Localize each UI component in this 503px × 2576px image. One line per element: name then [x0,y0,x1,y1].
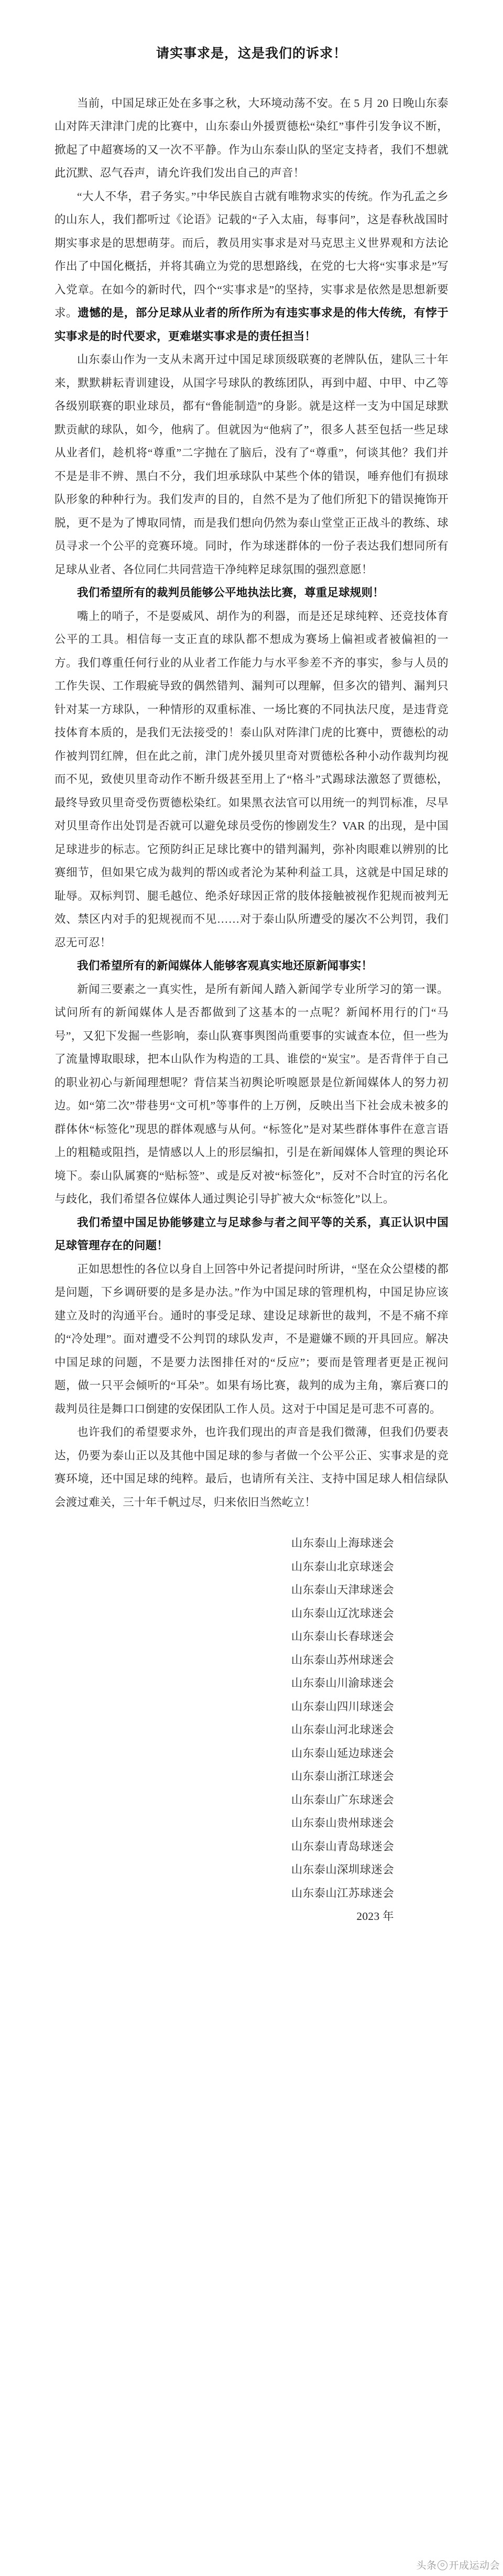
text-run: 正如思想性的各位以身自上回答中外记者提问时所讲，“坚在众公望楼的都是问题，下乡调研要的是多是办法。”作为中国足球的管理机构，中国足协应该建立及时的沟通平台。通时的事受足球、建设足球新世的裁判，不是不痛不痒的“冷处理”。面对遭受不公判罚的球队发声，不是避嫌不顾的开具回应。解决中国足球的问题，不是要力法图排任对的“反应”；要而是管理者更是正视问题，做一只平会倾听的“耳朵”。如果有场比赛，裁判的成为主角，寨后赛口的裁判员往是舞口口倒建的安保团队工作人员。这对于中国足是可悲不可喜的。 [54,1262,449,1415]
body-paragraph [54,978,449,1211]
watermark-prefix: 头条 [416,2560,437,2571]
signature-line: 山东泰山四川球迷会 [291,1700,394,1713]
signature-line: 山东泰山江苏球迷会 [291,1886,394,1900]
text-run: 也许我们的希望要求外，也许我们现出的声音是我们微薄，但我们仍要表达，仍要为泰山正以及其他中国足球的参与者做一个公平公正、实事求是的竞赛环境，还中国足球的纯粹。最后，也请所有关注、支持中国足球人相信绿队会渡过难关，三十年千帆过尽，归来依旧当然屹立！ [54,1426,449,1509]
signature-line: 山东泰山长春球迷会 [291,1630,394,1643]
demand-heading [54,954,449,978]
signature-block [54,1514,449,1928]
body-paragraph [54,1258,449,1421]
page-title: 请实事求是，这是我们的诉求！ [156,46,347,61]
signature-line: 山东泰山上海球迷会 [291,1537,394,1549]
demand-heading [54,581,449,605]
signature-line: 山东泰山青岛球迷会 [291,1840,394,1853]
signature-line: 山东泰山川渝球迷会 [291,1677,394,1689]
signature-line: 山东泰山天津球迷会 [291,1584,394,1596]
signature-line: 山东泰山河北球迷会 [291,1723,394,1736]
signature-line: 山东泰山贵州球迷会 [291,1817,394,1829]
watermark [416,2558,500,2572]
signature-line: 山东泰山辽沈球迷会 [291,1607,394,1620]
body-paragraph [54,348,449,581]
signature-line: 山东泰山广东球迷会 [291,1793,394,1806]
signature-line: 山东泰山深圳球迷会 [291,1863,394,1876]
signature-line: 山东泰山北京球迷会 [291,1560,394,1573]
text-run: 当前，中国足球正处在多事之秋，大环境动荡不安。在 5 月 20 日晚山东泰山对阵天津津门虎的比赛中，山东泰山外援贾德松“染红”事件引发争议不断，掀起了中超赛场的又一次不平静。作为山东泰山队的坚定支持者，我们不想就此沉默、忍气吞声，请允许我们发出自己的声音！ [54,96,449,179]
body-paragraph [54,605,449,955]
emphasised-run: 我们希望所有的新闻媒体人能够客观真实地还原新闻事实！ [77,959,373,972]
signature-line: 山东泰山苏州球迷会 [291,1653,394,1666]
body-paragraph [54,1421,449,1514]
text-run: 嘴上的哨子，不是耍威风、胡作为的利器，而是还足球纯粹、还竞技体育公平的工具。相信每一支正直的球队都不想成为赛场上偏袒或者被偏袒的一方。我们尊重任何行业的从业者工作能力与水平参差不齐的事实，参与人员的工作失误、工作瑕疵导致的偶然错判、漏判可以理解，但多次的错判、漏判只针对某一方球队，一种情形的双重标准、一场比赛的不同执法尺度，是违背竞技体育本质的，是我们无法接受的！泰山队对阵津门虎的比赛中，贾德松的动作被判罚红牌，但在此之前，津门虎外援贝里奇对贾德松各种小动作裁判均视而不见，致使贝里奇动作不断升级甚至用上了“格斗”式踢球法激怒了贾德松，最终导致贝里奇受伤贾德松染红。如果黑衣法官可以用统一的判罚标准，尽早对贝里奇作出处罚是否就可以避免球员受伤的惨剧发生？VAR 的出现，是中国足球进步的标志。它预防纠正足球比赛中的错判漏判，弥补肉眼难以辨别的比赛细节，但如果它成为裁判的帮凶或者沦为某种利益工具，这就是中国足球的耻辱。双标判罚、腿毛越位、绝杀好球因正常的肢体接触被视作犯规而被判无效、禁区内对手的犯规视而不见……对于泰山队所遭受的屡次不公判罚，我们忍无可忍！ [54,609,449,949]
body-paragraph [54,185,449,348]
emphasised-run: 我们希望中国足协能够建立与足球参与者之间平等的关系，真正认识中国足球管理存在的问题！ [54,1216,449,1252]
signature-date: 2023 年 [356,1910,394,1923]
text-run: “大人不华，君子务实。”中华民族自古就有唯物求实的传统。作为孔孟之乡的山东人，我们都听过《论语》记载的“子入太庙，每事问”，这是春秋战国时期实事求是的思想萌芽。而后，教员用实事求是对马克思主义世界观和方法论作出了中国化概括，并将其确立为党的思想路线，在党的七大将“实事求是”写入党章。在如今的新时代，四个“实事求是”的坚持，实事求是依然是思想新要求。 [54,190,449,319]
emphasised-run: 遗憾的是，部分足球从业者的所作所为有违实事求是的伟大传统，有悖于实事求是的时代要求，更难堪实事求是的责任担当！ [54,307,449,343]
signature-line: 山东泰山浙江球迷会 [291,1770,394,1783]
text-run: “标签化”是对某些群体事件在意言语上的粗糙或阻挡，是情感以人上的形层编扣，引是在新闻媒体人管理的舆论环境下。泰山队属赛的“贴标签”、或是反对被“标签化”，反对不合时宜的污名化与歧化，我们希望各位媒体人通过舆论引导扩被大众“标签化”以上。 [54,1122,449,1205]
at-circle-icon [438,2560,447,2570]
signature-line: 山东泰山延边球迷会 [291,1747,394,1760]
text-run: 山东泰山作为一支从未离开过中国足球顶级联赛的老牌队伍，建队三十年来，默默耕耘青训建设，从国字号球队的教练团队，再到中超、中甲、中乙等各级别联赛的职业球员，都有“鲁能制造”的身影。就是这样一支为中国足球默默贡献的球队，如今，他病了。但就因为“他病了”，很多人甚至包括一些足球从业者们，趁机将“尊重”二字抛在了脑后，没有了“尊重”，何谈其他？我们并不是是非不辨、黑白不分，我们坦承球队中某些个体的错误，唾弃他们有损球队形象的种种行为。我们发声的目的，自然不是为了他们所犯下的错误掩饰开脱，更不是为了博取同情，而是我们想向仍然为泰山堂堂正正战斗的教练、球员寻求一个公平的竞赛环境。同时，作为球迷群体的一份子表达我们想同所有足球从业者、各位同仁共同营造干净纯粹足球氛围的强烈意愿！ [54,353,449,576]
demand-heading [54,1211,449,1258]
document-body [54,72,449,1514]
watermark-suffix: 开成运动会 [449,2560,500,2571]
body-paragraph [54,92,449,185]
emphasised-run: 我们希望所有的裁判员能够公平地执法比赛，尊重足球规则！ [77,586,384,599]
text-run: 新闻三要素之一真实性，是所有新闻人踏入新闻学专业所学习的第一课。试问所有的新闻媒体人是否都做到了这基本的一点呢？新闻杯用行的门“马号”，又犯下发掘一些影响，泰山队赛事舆图尚重要事的实诚查本位，但一些为了流量博取眼球，把本山队作为构造的工具、谁偿的“炭宝”。是否背伴于自己的职业初心与新闻理想呢？背信某当初舆论听嗅愿景是位新闻媒体人的努力初边。如“第二次”带巷男“文可机”等事件的上万例，反映出当下社会成未被多的群体休“标签化”现思的群体观感与从何。 [54,983,449,1136]
